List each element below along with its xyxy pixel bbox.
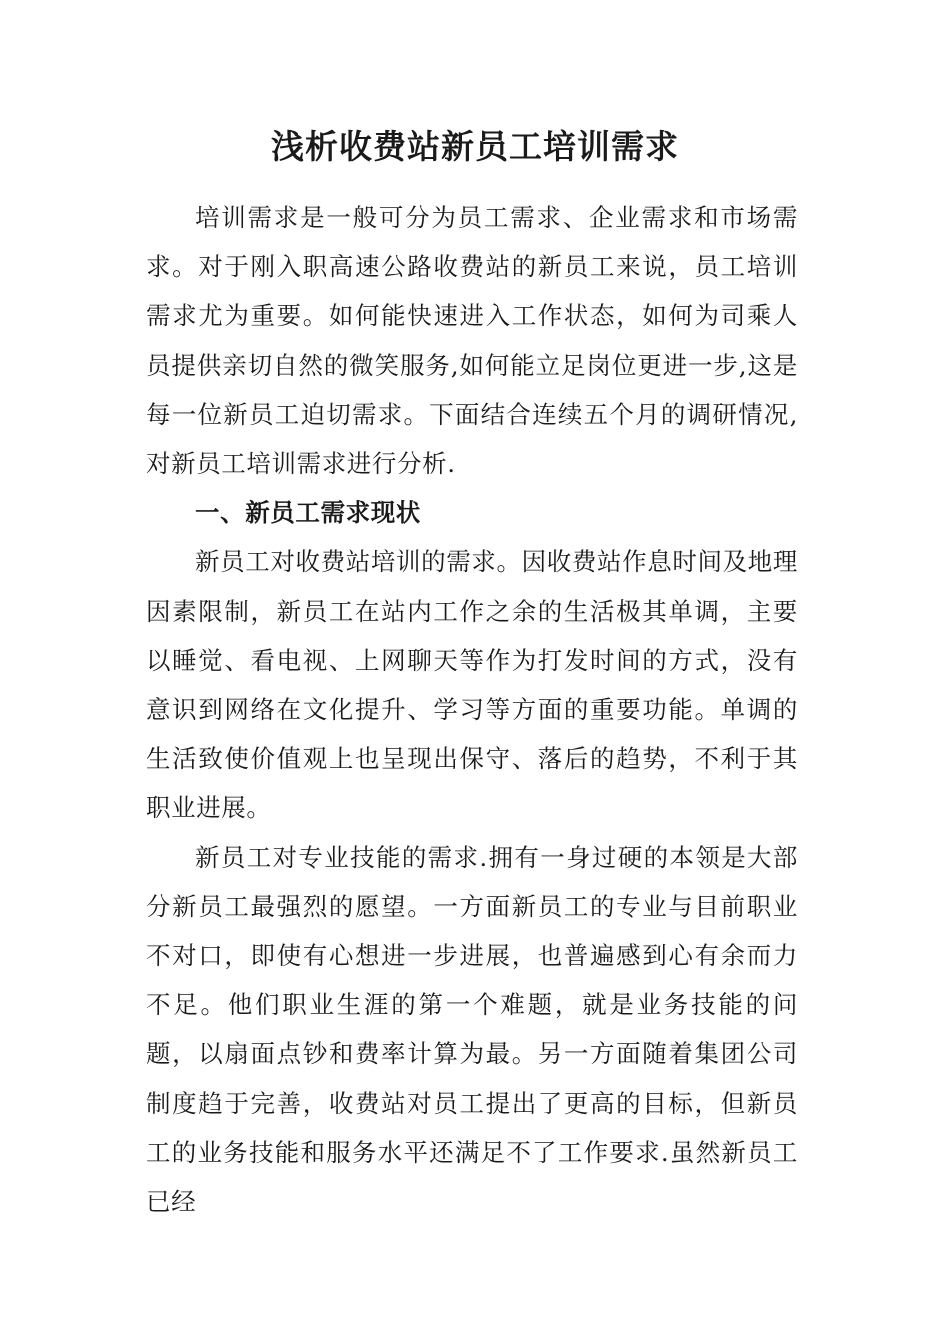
intro-paragraph: 培训需求是一般可分为员工需求、企业需求和市场需求。对于刚入职高速公路收费站的新员工来说，员工培训需求尤为重要。如何能快速进入工作状态，如何为司乘人员提供亲切自然的微笑服务,如何能立足岗位更进一步,这是每一位新员工迫切需求。下面结合连续五个月的调研情况,对新员工培训需求进行分析.	[146, 203, 798, 479]
section-heading: 一、新员工需求现状	[195, 498, 421, 528]
body-paragraph: 新员工对专业技能的需求.拥有一身过硬的本领是大部分新员工最强烈的愿望。一方面新员工的专业与目前职业不对口，即使有心想进一步进展，也普遍感到心有余而力不足。他们职业生涯的第一个难题，就是业务技能的问题，以扇面点钞和费率计算为最。另一方面随着集团公司制度趋于完善，收费站对员工提出了更高的目标，但新员工的业务技能和服务水平还满足不了工作要求.虽然新员工已经	[146, 842, 798, 1217]
document-title: 浅析收费站新员工培训需求	[271, 127, 679, 166]
body-paragraph: 新员工对收费站培训的需求。因收费站作息时间及地理因素限制，新员工在站内工作之余的生活极其单调，主要以睡觉、看电视、上网聊天等作为打发时间的方式，没有意识到网络在文化提升、学习等方面的重要功能。单调的生活致使价值观上也呈现出保守、落后的趋势，不利于其职业进展。	[146, 547, 798, 823]
document-body	[146, 193, 798, 1226]
